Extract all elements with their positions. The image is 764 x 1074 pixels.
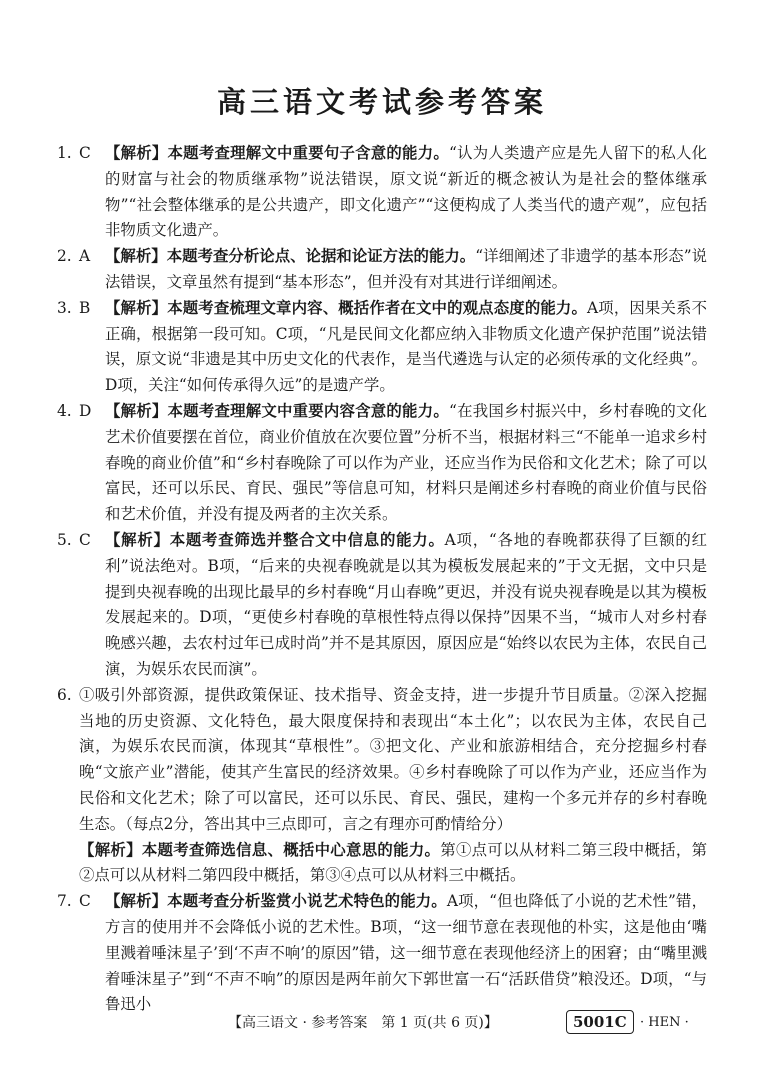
analysis-text: A项，因果关系不正确，根据第一段可知。C项，“凡是民间文化都应纳入非物质文化遗产保护范围”说法错误，原文说“非遗是其中历史文化的代表作，是当代遴选与认定的必须传承的文化经典”。D项，关注“如何传承得久远”的是遗产学。	[105, 298, 707, 395]
analysis-lead: 本题考查筛选并整合文中信息的能力。	[169, 530, 445, 549]
analysis-lead: 本题考查分析论点、论据和论证方法的能力。	[166, 247, 476, 266]
answer-item-6	[57, 683, 707, 838]
question-number: 1.	[57, 144, 72, 162]
analysis-tag: 【解析】	[105, 144, 168, 162]
question-number: 4.	[57, 401, 72, 420]
answer-choice: B	[79, 298, 91, 317]
analysis-text: 第①点可以从材料二第三段中概括，第②点可以从材料二第四段中概括，第③④点可以从材料三中概括。	[79, 840, 707, 885]
analysis-tag: 【解析】	[79, 840, 142, 859]
footer-page-info: 【高三语文 · 参考答案 第 1 页(共 6 页)】	[228, 1015, 498, 1031]
question-number: 6.	[57, 685, 72, 704]
answer-choice: A	[79, 247, 91, 266]
analysis-text: A项，“各地的春晚都获得了巨额的红利”说法绝对。B项，“后来的央视春晚就是以其为模板发展起来的”于文无据，文中只是提到央视春晚的出现比最早的乡村春晚“月山春晚”更迟，并没有说央视春晚是以其为模板发展起来的。D项，“更使乡村春晚的草根性特点得以保持”因果不当，“城市人对乡村春晚感兴趣，去农村过年已成时尚”并不是其原因，原因应是“始终以农民为主体，农民自己演，为娱乐农民而演”。	[105, 530, 707, 678]
analysis-tag: 【解析】	[105, 892, 168, 911]
answer-item-4	[57, 399, 707, 528]
analysis-lead: 本题考查理解文中重要句子含意的能力。	[167, 144, 449, 162]
analysis-tag: 【解析】	[105, 247, 167, 266]
analysis-tag: 【解析】	[105, 298, 168, 317]
analysis-lead: 本题考查理解文中重要内容含意的能力。	[167, 401, 449, 420]
question-number: 2.	[57, 247, 72, 266]
answer-item-3	[57, 296, 707, 399]
question-number: 3.	[57, 298, 72, 317]
answer-list	[57, 141, 707, 1018]
question-number: 7.	[57, 892, 72, 911]
answer-choice: C	[79, 530, 91, 549]
exam-code-badge: 5001C	[566, 1010, 634, 1034]
analysis-lead: 本题考查筛选信息、概括中心意思的能力。	[141, 840, 441, 859]
answer-choice: C	[79, 892, 91, 911]
answer-item-7	[57, 889, 707, 1018]
analysis-tag: 【解析】	[105, 401, 168, 420]
answer-item-2	[57, 244, 707, 296]
analysis-text: “在我国乡村振兴中，乡村春晚的文化艺术价值要摆在首位，商业价值放在次要位置”分析不当，根据材料三“不能单一追求乡村春晚的商业价值”和“乡村春晚除了可以作为产业，还应当作为民俗和文化艺术；除了可以富民，还可以乐民、育民、强民”等信息可知，材料只是阐述乡村春晚的商业价值与民俗和艺术价值，并没有提及两者的主次关系。	[105, 401, 707, 524]
analysis-text: “详细阐述了非遗学的基本形态”说法错误，文章虽然有提到“基本形态”，但并没有对其进行详细阐述。	[105, 247, 707, 291]
analysis-text: A项，“但也降低了小说的艺术性”错，方言的使用并不会降低小说的艺术性。B项，“这一细节意在表现他的朴实，这是他由‘嘴里溅着唾沫星子’到‘不声不响’的原因”错，这一细节意在表现他经济上的困窘；由“嘴里溅着唾沫星子”到“不声不响”的原因是两年前欠下郭世富一石“活跃借贷”粮没还。D项，“与鲁迅小	[105, 892, 707, 1014]
answer-item-6-analysis	[57, 838, 707, 890]
page-title: 高三语文考试参考答案	[216, 85, 547, 119]
region-code: · HEN ·	[640, 1015, 689, 1030]
analysis-lead: 本题考查梳理文章内容、概括作者在文中的观点态度的能力。	[167, 298, 588, 317]
analysis-tag: 【解析】	[105, 530, 170, 549]
answer-choice: D	[79, 401, 92, 420]
answer-points-text: ①吸引外部资源，提供政策保证、技术指导、资金支持，进一步提升节目质量。②深入挖掘当地的历史资源、文化特色，最大限度保持和表现出“本土化”；以农民为主体，农民自己演，为娱乐农民而演，体现其“草根性”。③把文化、产业和旅游相结合，充分挖掘乡村春晚“文旅产业”潜能，使其产生富民的经济效果。④乡村春晚除了可以作为产业，还应当作为民俗和文化艺术；除了可以富民，还可以乐民、育民、强民，建构一个多元并存的乡村春晚生态。（每点2分，答出其中三点即可，言之有理亦可酌情给分）	[79, 685, 707, 833]
question-number: 5.	[57, 530, 72, 549]
analysis-text: “认为人类遗产应是先人留下的私人化的财富与社会的物质继承物”说法错误，原文说“新近的概念被认为是社会的整体继承物”“社会整体继承的是公共遗产，即文化遗产”“这便构成了人类当代的遗产观”，应包括非物质文化遗产。	[105, 144, 707, 240]
analysis-lead: 本题考查分析鉴赏小说艺术特色的能力。	[167, 892, 447, 911]
answer-choice: C	[79, 144, 91, 162]
answer-item-1	[57, 141, 707, 244]
answer-item-5	[57, 528, 707, 683]
